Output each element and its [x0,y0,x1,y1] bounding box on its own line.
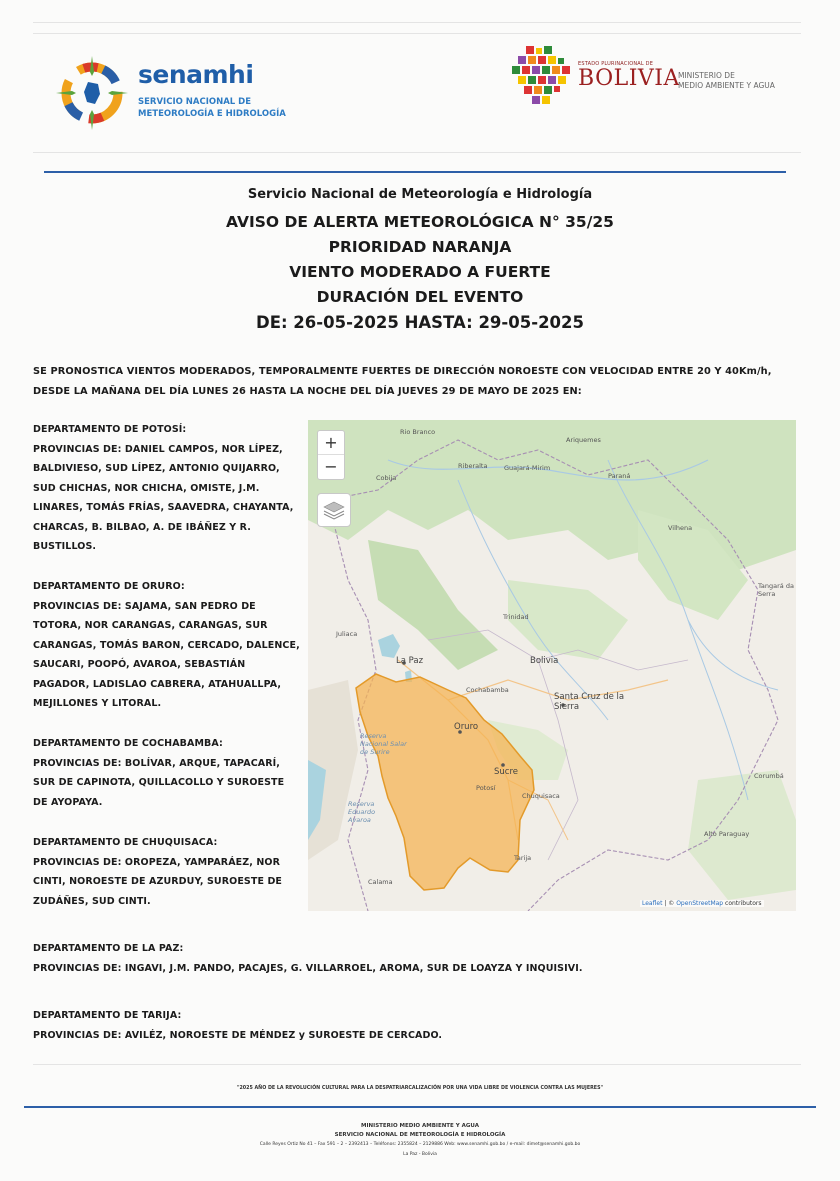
map-label: Alto Paraguay [704,830,750,838]
zoom-control [317,430,345,480]
footer-address: Calle Reyes Ortiz No 41 – Fax 591 – 2 – 2392413 – Teléfonos: 2355824 – 2129886 Web: www.senamhi.gob.bo / e-mail: dimet@senamhi.gob.bo [259,1142,581,1147]
dept-name: DEPARTAMENTO DE POTOSÍ: [33,424,187,435]
map-label: Sucre [494,767,518,777]
map-label: Reserva Eduardo Avaroa [348,800,376,824]
senamhi-subtitle: SERVICIO NACIONAL DE METEOROLOGÍA E HIDROLOGÍA [138,97,286,119]
institution-title: Servicio Nacional de Meteorología e Hidrología [247,187,593,202]
senamhi-name: senamhi [138,60,254,89]
map-label: Oruro [454,722,479,732]
dept-name: DEPARTAMENTO DE TARIJA: [33,1010,182,1021]
forecast-intro: SE PRONOSTICA VIENTOS MODERADOS, TEMPORALMENTE FUERTES DE DIRECCIÓN NOROESTE CON VELOCIDAD ENTRE 20 Y 40Km/h, DESDE LA MAÑANA DEL DÍA LUNES 26 HASTA LA NOCHE DEL DÍA JUEVES 29 DE MAYO DE 2025 EN: [33,366,772,397]
layers-icon [318,494,350,526]
dept-name: DEPARTAMENTO DE LA PAZ: [33,943,184,954]
map-label: Santa Cruz de la Sierra [554,692,625,712]
leaflet-link[interactable]: Leaflet [642,900,663,907]
map-label: Cobija [376,474,397,482]
map-label: Potosí [476,784,496,792]
header-blue-rule [44,171,786,173]
priority-title: PRIORIDAD NARANJA [328,238,512,256]
title-block [0,186,840,335]
dept-potosi [33,420,295,557]
dept-provinces: PROVINCIAS DE: SAJAMA, SAN PEDRO DE TOTORA, NOR CARANGAS, CARANGAS, SUR CARANGAS, TOMÁS BARON, CERCADO, DALENCE, SAUCARI, POOPÓ, AVAROA, SEBASTIÁN PAGADOR, LADISLAO CABRERA, ATAHUALLPA, MEJILLONES Y LITORAL. [33,600,300,709]
bolivia-small-text: ESTADO PLURINACIONAL DE [578,61,654,67]
map-label: Rio Branco [400,428,436,436]
dept-chuquisaca [33,833,295,911]
dept-provinces: PROVINCIAS DE: AVILÉZ, NOROESTE DE MÉNDEZ y SUROESTE DE CERCADO. [33,1029,443,1041]
ministerio-text [678,71,775,91]
dept-provinces: PROVINCIAS DE: BOLÍVAR, ARQUE, TAPACARÍ, SUR DE CAPINOTA, QUILLACOLLO Y SUROESTE DE AYOPAYA. [33,757,285,808]
map-label: Trinidad [503,613,529,621]
map-label: Paraná [608,472,631,480]
osm-link[interactable]: OpenStreetMap [676,900,724,907]
event-dates: DE: 26-05-2025 HASTA: 29-05-2025 [256,313,584,332]
footer-city: La Paz - Bolivia [403,1152,437,1157]
footer-ministry: MINISTERIO MEDIO AMBIENTE Y AGUA [361,1123,479,1129]
layers-button[interactable] [317,493,351,527]
footer-quote: "2025 AÑO DE LA REVOLUCIÓN CULTURAL PARA LA DESPATRIARCALIZACIÓN POR UNA VIDA LIBRE DE VIOLENCIA CONTRA LAS MUJERES" [236,1086,604,1091]
footer-contact [0,1122,840,1160]
map-label: Vilhena [668,524,693,532]
dept-name: DEPARTAMENTO DE COCHABAMBA: [33,738,223,749]
header-rule [33,152,801,153]
footer-institution: SERVICIO NACIONAL DE METEOROLOGÍA E HIDROLOGÍA [334,1132,506,1138]
dept-la-paz [33,939,753,978]
map-label: Chuquisaca [522,792,560,800]
map-label: La Paz [396,656,424,666]
zoom-out-button[interactable]: − [324,457,338,476]
attribution-separator: | © [662,900,677,907]
map-attribution [640,900,764,907]
map-label: Tarija [514,854,532,862]
alert-map[interactable] [308,420,796,911]
map-label: Reserva Nacional Salar de Surire [360,732,407,756]
map-label: Bolivia [530,656,559,666]
top-rule-2 [33,33,801,34]
dept-oruro [33,577,301,714]
senamhi-logo-icon [52,52,132,134]
map-label: Corumbá [754,772,784,780]
dept-name: DEPARTAMENTO DE CHUQUISACA: [33,837,218,848]
notice-title: AVISO DE ALERTA METEOROLÓGICA N° 35/25 [226,213,614,231]
ministerio-line-2: MEDIO AMBIENTE Y AGUA [678,81,775,90]
map-label: Ariquemes [566,436,601,444]
footer-top-rule [33,1064,801,1065]
map-label: Juliaca [336,630,358,638]
duration-label: DURACIÓN DEL EVENTO [316,288,524,306]
bolivia-emblem-icon [512,46,572,106]
event-title: VIENTO MODERADO A FUERTE [289,263,551,281]
dept-provinces: PROVINCIAS DE: INGAVI, J.M. PANDO, PACAJES, G. VILLARROEL, AROMA, SUR DE LOAYZA Y INQUISIVI. [33,962,583,974]
dept-cochabamba [33,734,295,812]
map-label: Calama [368,878,393,886]
top-rule [33,22,801,23]
dept-provinces: PROVINCIAS DE: DANIEL CAMPOS, NOR LÍPEZ, BALDIVIESO, SUD LÍPEZ, ANTONIO QUIJARRO, SUD CHICHAS, NOR CHICHA, OMISTE, J.M. LINARES, TOMÁS FRÍAS, SAAVEDRA, CHAYANTA, CHARCAS, B. BILBAO, A. DE IBÁÑEZ Y R. BUSTILLOS. [33,443,294,552]
attribution-tail: contributors [723,900,762,907]
map-label: Riberalta [458,462,488,470]
zoom-in-button[interactable]: + [318,431,344,455]
dept-tarija [33,1006,753,1045]
map-label: Cochabamba [466,686,509,694]
dept-name: DEPARTAMENTO DE ORURO: [33,581,185,592]
ministerio-line-1: MINISTERIO DE [678,71,735,80]
map-label: Guajará-Mirim [504,464,551,472]
bolivia-wordmark: BOLIVIA [578,66,680,91]
map-label: Tangará da Serra [758,582,794,598]
footer-blue-rule [24,1106,816,1108]
dept-provinces: PROVINCIAS DE: OROPEZA, YAMPARÁEZ, NOR CINTI, NOROESTE DE AZURDUY, SUROESTE DE ZUDÁÑES, SUD CINTI. [33,856,283,907]
